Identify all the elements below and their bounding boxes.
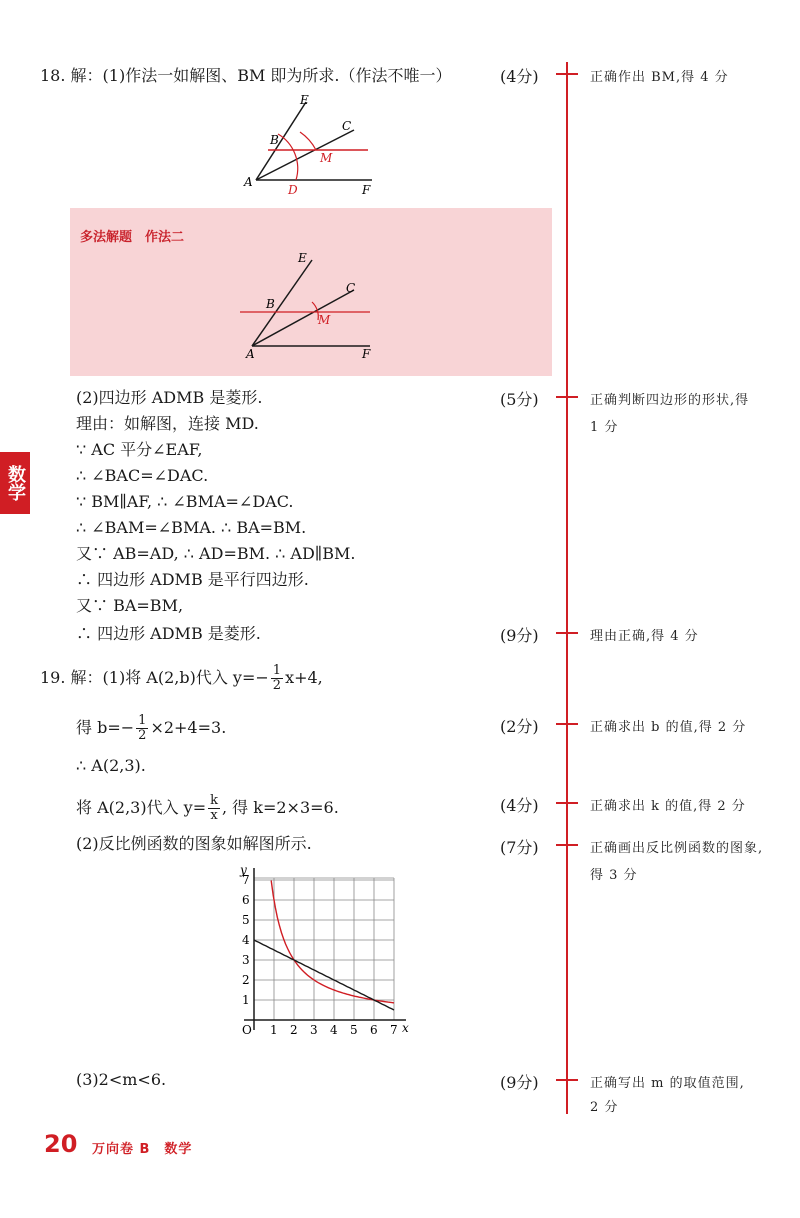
score-note: 正确画出反比例函数的图象, — [590, 841, 764, 856]
footer-title: 万向卷 B 数学 — [92, 1142, 193, 1157]
q18-line: ∴ 四边形 ADMB 是菱形. — [76, 624, 261, 643]
label-D: D — [288, 183, 298, 197]
q18-line: ∴ ∠BAM=∠BMA. ∴ BA=BM. — [76, 518, 307, 537]
q19-line-2 — [76, 714, 226, 743]
q18-line: ∴ 四边形 ADMB 是平行四边形. — [76, 570, 309, 589]
label-B: B — [270, 133, 279, 147]
label-C: C — [346, 281, 356, 295]
y-tick-label: 6 — [242, 893, 250, 907]
score-note: 2 分 — [590, 1100, 619, 1115]
label-B: B — [266, 297, 275, 311]
q19-line-4-suffix: , 得 k=2×3=6. — [222, 798, 339, 817]
y-tick-label: 7 — [242, 873, 250, 887]
score-rail — [566, 62, 568, 1114]
label-F: F — [362, 347, 371, 361]
q19-line-1-prefix: 19. 解：(1)将 A(2,b)代入 y=− — [40, 668, 269, 687]
score-label: (4分) — [500, 796, 539, 815]
y-axis-label: y — [240, 863, 247, 877]
q18-header: 18. 解：(1)作法一如解图、BM 即为所求.（作法不唯一） — [40, 66, 452, 85]
q18-line: 理由：如解图，连接 MD. — [76, 414, 259, 433]
score-note: 得 3 分 — [590, 868, 638, 883]
q18-line: 又∵ AB=AD, ∴ AD=BM. ∴ AD∥BM. — [76, 544, 356, 563]
x-tick-label: 6 — [370, 1023, 378, 1037]
fraction — [271, 664, 283, 693]
fraction-denominator: 2 — [138, 728, 147, 743]
x-tick-label: 2 — [290, 1023, 298, 1037]
label-M: M — [318, 313, 331, 327]
label-F: F — [362, 183, 371, 197]
fraction-denominator: 2 — [272, 678, 282, 693]
score-label: (2分) — [500, 717, 539, 736]
q19-line-1 — [40, 664, 323, 693]
score-note: 正确作出 BM,得 4 分 — [590, 70, 729, 85]
fraction-numerator: 1 — [272, 663, 282, 678]
q19-line-1-suffix: x+4, — [285, 668, 323, 687]
score-note: 正确写出 m 的取值范围, — [590, 1076, 745, 1091]
q19-line-4-prefix: 将 A(2,3)代入 y= — [76, 798, 207, 817]
q18-line: ∴ ∠BAC=∠DAC. — [76, 466, 209, 485]
label-A: A — [244, 175, 253, 189]
x-tick-label: 1 — [270, 1023, 278, 1037]
label-C: C — [342, 119, 352, 133]
fraction-denominator: x — [210, 808, 218, 823]
y-tick-label: 5 — [242, 913, 250, 927]
label-E: E — [298, 251, 307, 265]
score-label: (7分) — [500, 838, 539, 857]
x-tick-label: 5 — [350, 1023, 358, 1037]
fraction — [136, 714, 148, 743]
score-tick — [556, 1079, 578, 1081]
score-tick — [556, 632, 578, 634]
multi-method-title: 多法解题 作法二 — [80, 230, 185, 245]
q18-line: ∵ BM∥AF, ∴ ∠BMA=∠DAC. — [76, 492, 294, 511]
x-tick-label: 3 — [310, 1023, 318, 1037]
y-tick-label: 3 — [242, 953, 250, 967]
x-tick-label: 7 — [390, 1023, 398, 1037]
score-tick — [556, 723, 578, 725]
q19-line-6: (3)2<m<6. — [76, 1070, 167, 1089]
page-number: 20 — [44, 1130, 78, 1158]
score-note: 正确求出 k 的值,得 2 分 — [590, 799, 746, 814]
q18-figure-1 — [240, 92, 390, 202]
score-note: 正确求出 b 的值,得 2 分 — [590, 720, 747, 735]
q19-line-2-suffix: ×2+4=3. — [150, 718, 227, 737]
origin-label: O — [242, 1023, 252, 1037]
label-A: A — [246, 347, 255, 361]
score-note: 正确判断四边形的形状,得 — [590, 393, 750, 408]
q18-line: ∵ AC 平分∠EAF, — [76, 440, 203, 459]
q19-line-4 — [76, 794, 339, 823]
score-tick — [556, 802, 578, 804]
x-axis-label: x — [402, 1021, 409, 1035]
score-tick — [556, 844, 578, 846]
y-tick-label: 4 — [242, 933, 250, 947]
score-note: 1 分 — [590, 420, 619, 435]
score-label: (9分) — [500, 626, 539, 645]
q19-line-3: ∴ A(2,3). — [76, 756, 146, 775]
subject-side-tab: 数学 — [0, 452, 30, 514]
q18-line: 又∵ BA=BM, — [76, 596, 184, 615]
fraction-numerator: k — [210, 793, 218, 808]
score-note: 理由正确,得 4 分 — [590, 629, 699, 644]
score-tick — [556, 73, 578, 75]
q18-line: (2)四边形 ADMB 是菱形. — [76, 388, 263, 407]
q18-figure-2 — [234, 248, 384, 366]
function-graph — [218, 862, 414, 1038]
label-M: M — [320, 151, 333, 165]
q19-line-5: (2)反比例函数的图象如解图所示. — [76, 834, 312, 853]
fraction — [208, 794, 220, 823]
score-label: (5分) — [500, 390, 539, 409]
score-tick — [556, 396, 578, 398]
y-tick-label: 2 — [242, 973, 250, 987]
score-label: (4分) — [500, 67, 539, 86]
linear-function-line — [254, 940, 394, 1010]
x-tick-label: 4 — [330, 1023, 338, 1037]
q19-line-2-prefix: 得 b=− — [76, 718, 135, 737]
inverse-function-curve — [271, 881, 394, 1003]
score-label: (9分) — [500, 1073, 539, 1092]
label-E: E — [300, 93, 309, 107]
y-tick-label: 1 — [242, 993, 250, 1007]
fraction-numerator: 1 — [138, 713, 147, 728]
